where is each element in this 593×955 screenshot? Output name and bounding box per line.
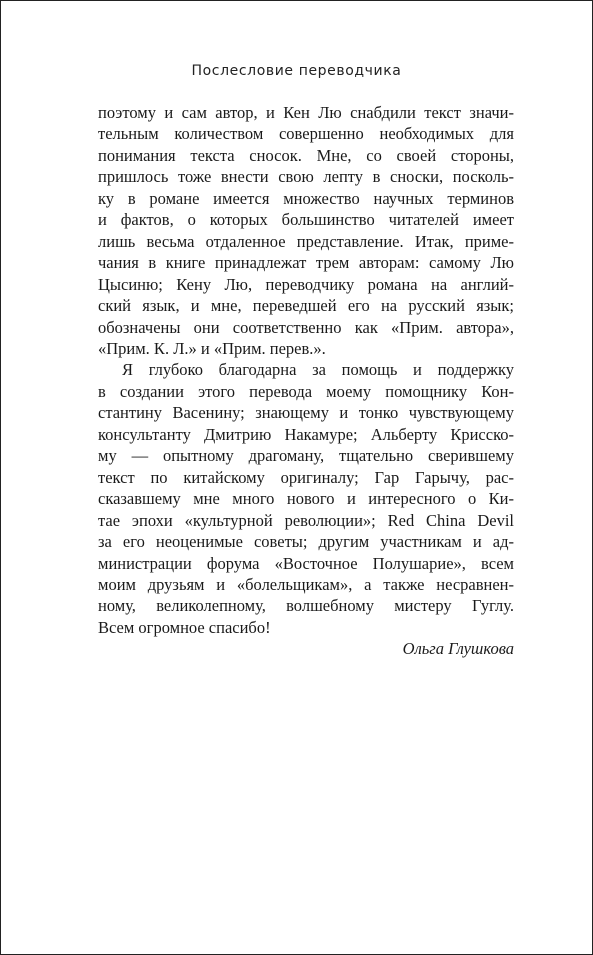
text-line: пришлось тоже внести свою лепту в сноски, посколь- <box>98 167 514 187</box>
text-line: и фактов, о которых большинство читателей имеет <box>98 210 514 230</box>
text-line: понимания текста сносок. Мне, со своей стороны, <box>98 145 514 165</box>
text-line: консультанту Дмитрию Накамуре; Альберту Крисско- <box>98 424 514 444</box>
text-line: стантину Васенину; знающему и тонко чувствующему <box>98 403 514 423</box>
text-line: Цысиню; Кену Лю, переводчику романа на англий- <box>98 274 514 294</box>
paragraph <box>98 359 514 638</box>
text-line: чания в книге принадлежат трем авторам: самому Лю <box>98 253 514 273</box>
text-line: «Прим. К. Л.» и «Прим. перев.». <box>98 338 326 358</box>
text-line: за его неоценимые советы; другим участникам и ад- <box>98 532 514 552</box>
body-text <box>98 102 514 638</box>
text-line: ному, великолепному, волшебному мистеру Гуглу. <box>98 596 514 616</box>
text-line: в создании этого перевода моему помощнику Кон- <box>98 381 514 401</box>
text-line: лишь весьма отдаленное представление. Итак, приме- <box>98 231 514 251</box>
text-line: поэтому и сам автор, и Кен Лю снабдили текст значи- <box>98 103 514 122</box>
running-head: Послесловие переводчика <box>191 63 402 79</box>
text-line: текст по китайскому оригиналу; Гар Гарычу, рас- <box>98 467 514 487</box>
text-line: ский язык, и мне, переведшей его на русский язык; <box>98 296 514 316</box>
text-line: министрации форума «Восточное Полушарие», всем <box>98 553 514 573</box>
paragraph <box>98 102 514 359</box>
text-line: обозначены они соответственно как «Прим. автора», <box>98 317 514 337</box>
translator-signature: Ольга Глушкова <box>402 639 514 658</box>
text-line: Всем огромное спасибо! <box>98 617 271 637</box>
text-line: му — опытному драгоману, тщательно сверившему <box>98 446 514 466</box>
text-line: тельным количеством совершенно необходимых для <box>98 124 514 144</box>
text-line: сказавшему мне много нового и интересного о Ки- <box>98 489 514 509</box>
text-line: ку в романе имеется множество научных терминов <box>98 188 514 208</box>
text-line: моим друзьям и «болельщикам», а также несравнен- <box>98 574 514 594</box>
text-line: тае эпохи «культурной революции»; Red China Devil <box>98 510 514 530</box>
text-line: Я глубоко благодарна за помощь и поддержку <box>122 360 514 380</box>
